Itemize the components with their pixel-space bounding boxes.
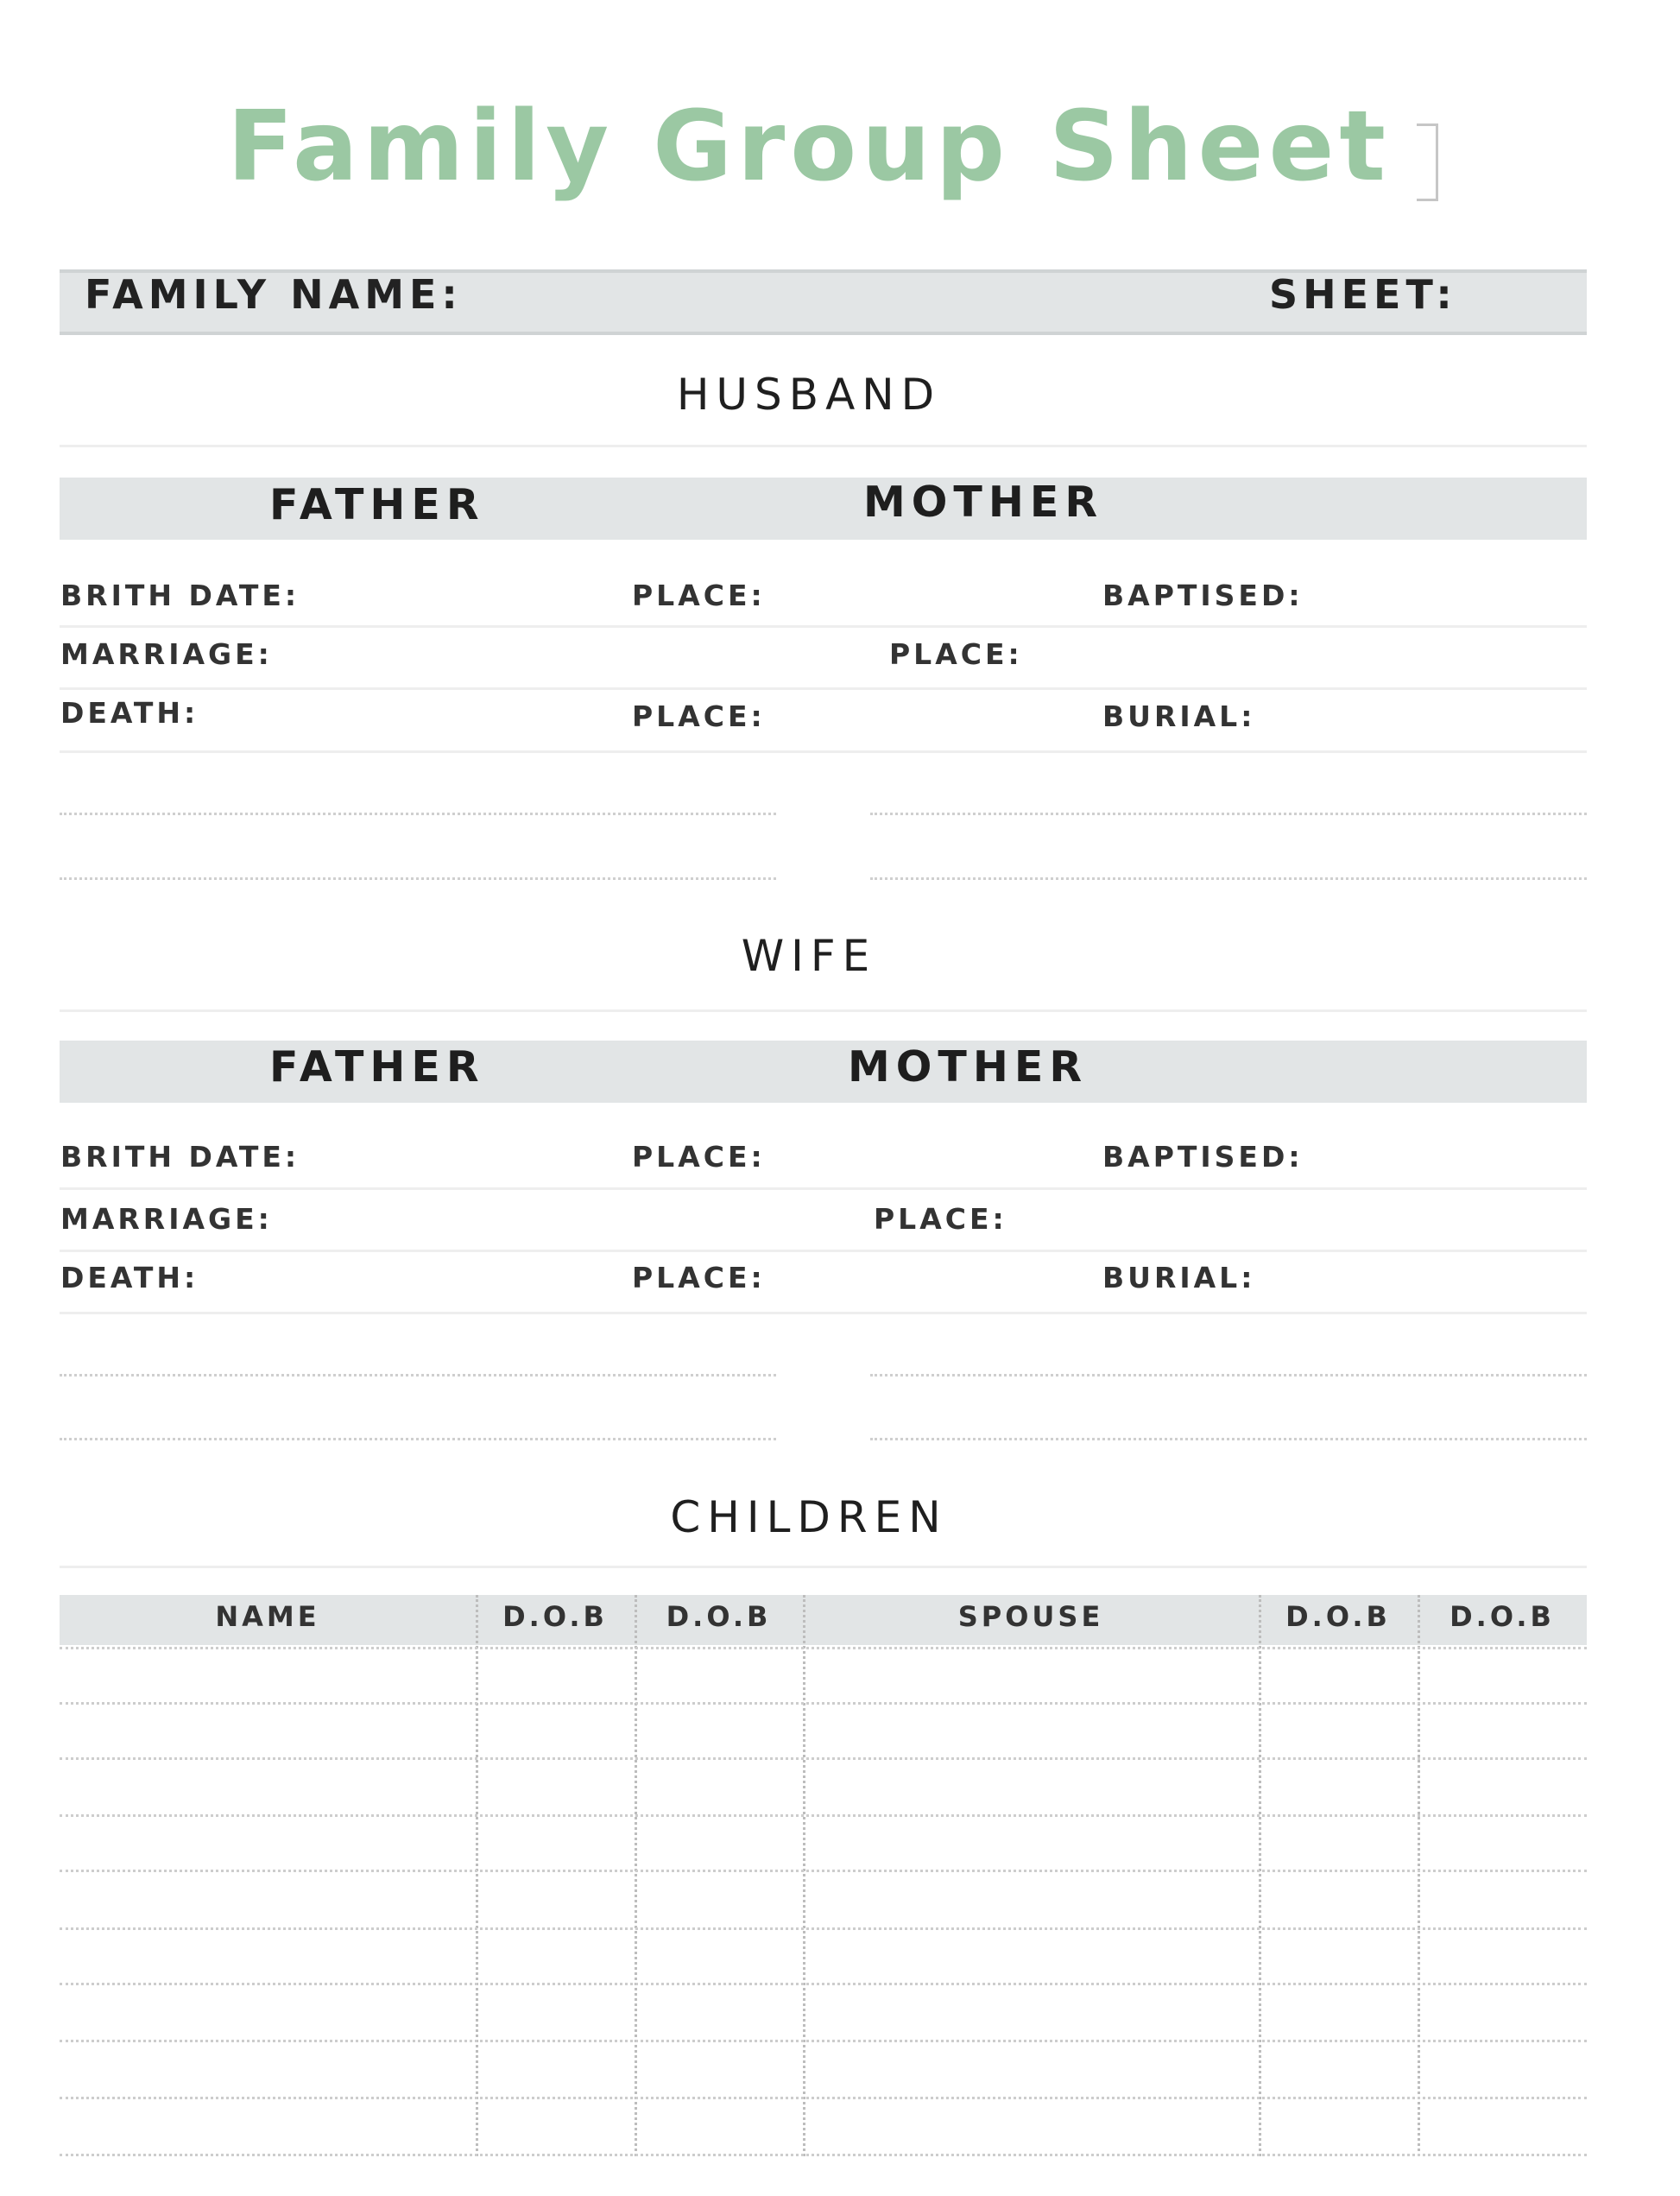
divider — [60, 1312, 1587, 1314]
table-row — [60, 1702, 1587, 1705]
wife-mother-notes-line — [870, 1438, 1587, 1440]
divider — [60, 750, 1587, 753]
column-divider — [1259, 1595, 1261, 2156]
husband-mother-notes-line — [870, 813, 1587, 815]
divider — [60, 1250, 1587, 1252]
husband-father-notes-line — [60, 813, 776, 815]
husband-father-notes-line — [60, 877, 776, 880]
wife-birth-date-label: BRITH DATE: — [60, 1140, 300, 1174]
husband-birth-place-label: PLACE: — [632, 579, 766, 612]
table-row — [60, 1983, 1587, 1985]
husband-marriage-label: MARRIAGE: — [60, 637, 273, 671]
husband-mother-notes-line — [870, 877, 1587, 880]
table-row — [60, 1870, 1587, 1872]
column-header-name: NAME — [215, 1600, 320, 1633]
husband-burial-label: BURIAL: — [1102, 699, 1256, 733]
sheet-label: SHEET: — [1269, 271, 1457, 318]
table-row — [60, 2097, 1587, 2099]
family-name-label: FAMILY NAME: — [85, 271, 463, 318]
husband-section-title: HUSBAND — [676, 370, 942, 420]
table-row — [60, 2040, 1587, 2042]
husband-birth-date-label: BRITH DATE: — [60, 579, 300, 612]
wife-burial-label: BURIAL: — [1102, 1261, 1256, 1294]
divider — [60, 1187, 1587, 1190]
page-title — [0, 91, 1618, 203]
husband-death-label: DEATH: — [60, 696, 199, 730]
wife-death-place-label: PLACE: — [632, 1261, 766, 1294]
column-divider — [1418, 1595, 1420, 2156]
wife-baptised-label: BAPTISED: — [1102, 1140, 1304, 1174]
divider — [60, 687, 1587, 690]
wife-marriage-label: MARRIAGE: — [60, 1202, 273, 1236]
divider — [60, 1566, 1587, 1568]
divider — [60, 1009, 1587, 1012]
table-row — [60, 1647, 1587, 1649]
wife-mother-label: MOTHER — [848, 1042, 1089, 1092]
table-row — [60, 1927, 1587, 1930]
wife-death-label: DEATH: — [60, 1261, 199, 1294]
wife-father-notes-line — [60, 1438, 776, 1440]
table-row — [60, 2154, 1587, 2156]
column-header-dob: D.O.B — [1285, 1600, 1391, 1633]
husband-death-place-label: PLACE: — [632, 699, 766, 733]
column-divider — [803, 1595, 805, 2156]
column-header-spouse: SPOUSE — [957, 1600, 1104, 1633]
husband-baptised-label: BAPTISED: — [1102, 579, 1304, 612]
table-row — [60, 1814, 1587, 1817]
wife-father-label: FATHER — [269, 1042, 485, 1092]
wife-marriage-place-label: PLACE: — [874, 1202, 1007, 1236]
children-section-title: CHILDREN — [670, 1492, 948, 1542]
wife-mother-notes-line — [870, 1374, 1587, 1376]
page-title-text: Family Group Sheet — [201, 91, 1417, 203]
wife-birth-place-label: PLACE: — [632, 1140, 766, 1174]
wife-father-notes-line — [60, 1374, 776, 1376]
table-row — [60, 1757, 1587, 1760]
husband-mother-label: MOTHER — [863, 478, 1104, 527]
wife-section-title: WIFE — [741, 931, 877, 981]
column-divider — [476, 1595, 478, 2156]
column-divider — [635, 1595, 637, 2156]
divider — [60, 445, 1587, 447]
husband-marriage-place-label: PLACE: — [889, 637, 1023, 671]
column-header-dob: D.O.B — [502, 1600, 608, 1633]
column-header-dob: D.O.B — [1449, 1600, 1555, 1633]
divider — [60, 625, 1587, 628]
column-header-dob: D.O.B — [666, 1600, 772, 1633]
husband-father-label: FATHER — [269, 480, 485, 529]
